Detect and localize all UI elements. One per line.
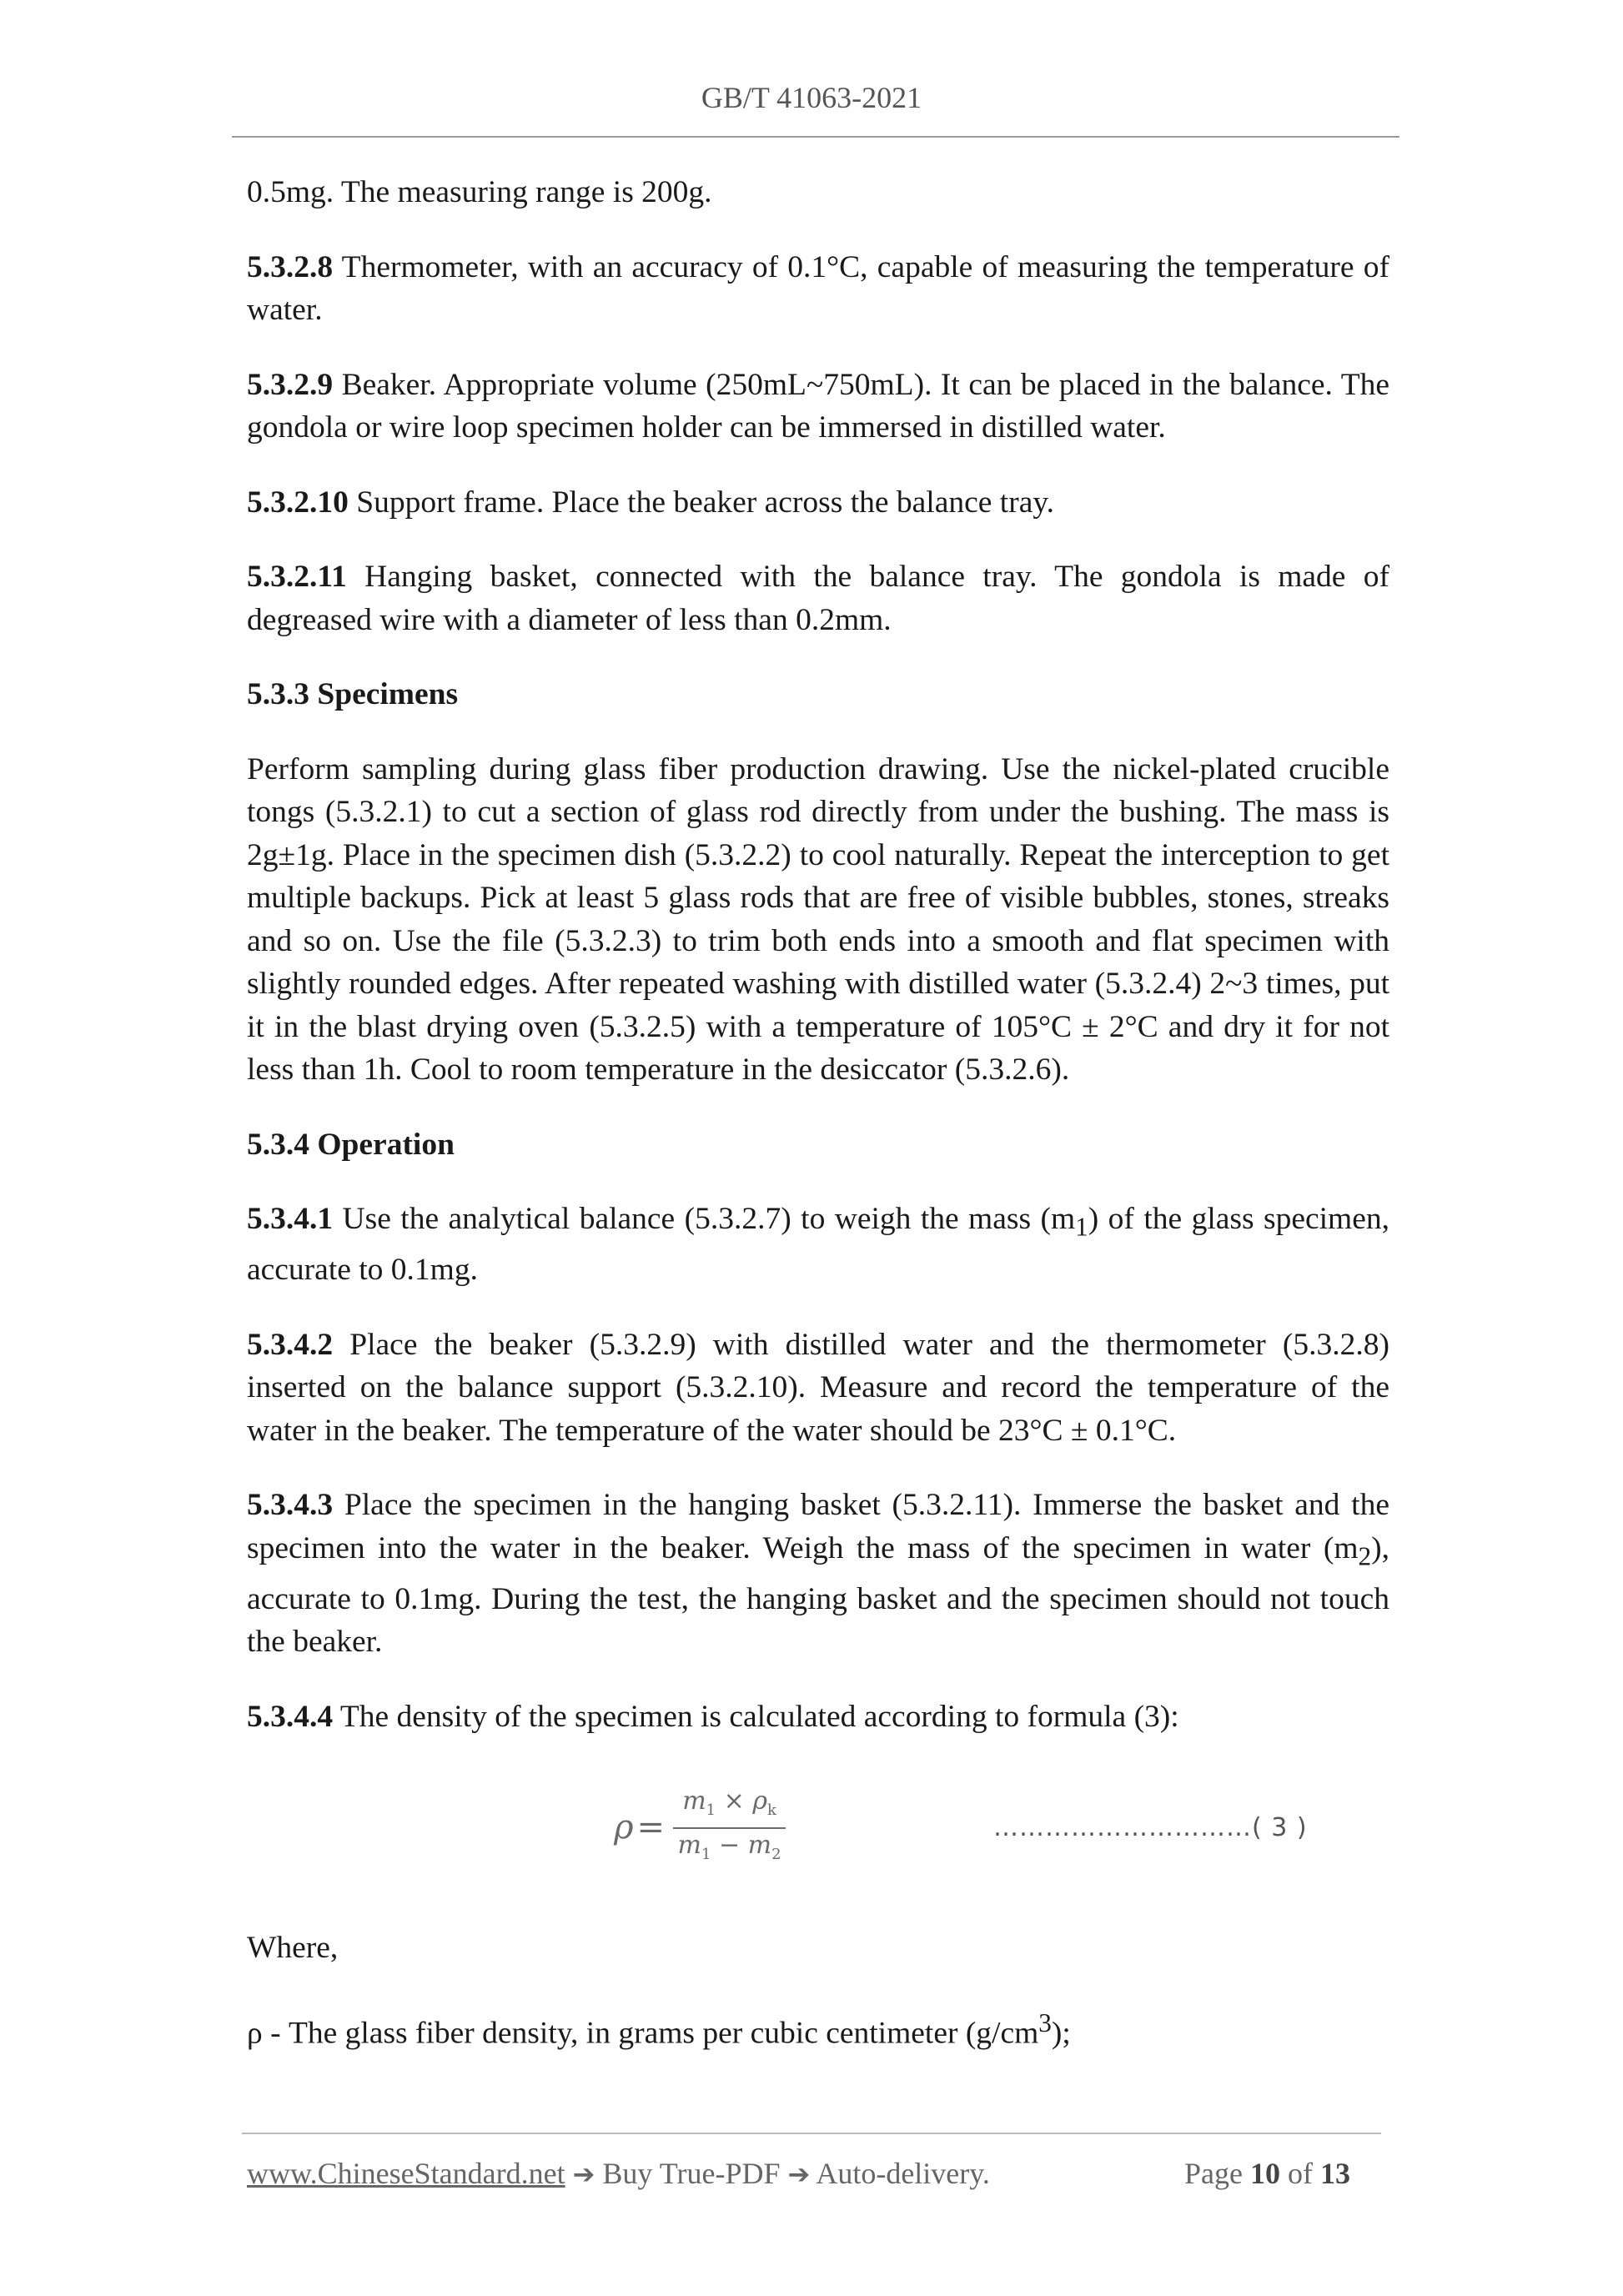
header-divider	[232, 136, 1399, 138]
clause-5-3-4-4	[247, 1696, 1389, 1739]
clause-5-3-2-8	[247, 246, 1389, 332]
clause-text: Hanging basket, connected with the balance tray. The gondola is made of degreased wire with a diameter of less than 0.2mm.	[247, 560, 1389, 637]
clause-5-3-2-11	[247, 555, 1389, 641]
clause-number: 5.3.4.4	[247, 1699, 334, 1734]
section-heading-operation: 5.3.4 Operation	[247, 1127, 455, 1162]
formula-fraction	[673, 1786, 786, 1870]
document-header	[0, 80, 1623, 115]
footer-promo	[247, 2156, 990, 2191]
clause-5-3-4-2	[247, 1324, 1389, 1453]
clause-number: 5.3.2.8	[247, 249, 334, 284]
formula-denominator	[678, 1831, 781, 1870]
definition-text: );	[1051, 2016, 1071, 2050]
clause-text: The density of the specimen is calculated according to formula (3):	[333, 1699, 1179, 1734]
footer-divider	[242, 2133, 1381, 2134]
formula-lhs: ρ	[614, 1808, 634, 1847]
page-current: 10	[1249, 2157, 1280, 2190]
where-label: Where,	[247, 1931, 339, 1965]
clause-text: Thermometer, with an accuracy of 0.1°C, capable of measuring the temperature of water.	[247, 249, 1389, 327]
clause-text: Use the analytical balance (5.3.2.7) to weigh the mass (m	[333, 1202, 1076, 1236]
var-m: m	[747, 1831, 772, 1860]
sub-k: k	[766, 1801, 776, 1819]
var-rho: ρ	[752, 1786, 767, 1816]
page-body	[247, 171, 1389, 2087]
clause-5-3-4-3	[247, 1484, 1389, 1664]
clause-number: 5.3.4.1	[247, 1202, 334, 1236]
clause-text: Beaker. Appropriate volume (250mL~750mL). It can be placed in the balance. The gondola or wire loop specimen holder can be immersed in distilled water.	[247, 367, 1389, 445]
fraction-bar	[673, 1827, 786, 1829]
buy-text: Buy True-PDF	[595, 2157, 788, 2190]
chinesestandard-link[interactable]: www.ChineseStandard.net	[247, 2157, 565, 2190]
var-m: m	[677, 1831, 701, 1860]
clause-5-3-2-9	[247, 364, 1389, 450]
clause-number: 5.3.2.9	[247, 367, 334, 402]
clause-number: 5.3.4.3	[247, 1488, 334, 1522]
superscript: 3	[1038, 2007, 1052, 2037]
subscript: 1	[1075, 1212, 1088, 1242]
formula-number: …………………………( 3 )	[993, 1813, 1308, 1842]
formula-numerator	[682, 1786, 776, 1826]
clause-text: Support frame. Place the beaker across the balance tray.	[348, 485, 1055, 520]
clause-text: Place the specimen in the hanging basket (5.3.2.11). Immerse the basket and the specimen into the water in the beaker. Weigh the mass of the specimen in water (m	[247, 1488, 1389, 1565]
var-m: m	[682, 1786, 706, 1816]
clause-number: 5.3.2.10	[247, 485, 349, 520]
rho-definition	[247, 2002, 1389, 2055]
clause-text: ), accurate to 0.1mg. During the test, the hanging basket and the specimen should not touch the beaker.	[247, 1530, 1389, 1659]
subscript: 2	[1358, 1541, 1372, 1570]
specimens-paragraph: Perform sampling during glass fiber production drawing. Use the nickel-plated crucible tongs (5.3.2.1) to cut a section of glass rod directly from under the bushing. The mass is 2g±1g. Place in the specimen dish (5.3.2.2) to cool naturally. Repeat the interception to get multiple backups. Pick at least 5 glass rods that are free of visible bubbles, stones, streaks and so on. Use the file (5.3.2.3) to trim both ends into a smooth and flat specimen with slightly rounded edges. After repeated washing with distilled water (5.3.2.4) 2~3 times, put it in the blast drying oven (5.3.2.5) with a temperature of 105°C ± 2°C and dry it for not less than 1h. Cool to room temperature in the desiccator (5.3.2.6).	[247, 751, 1389, 1087]
arrow-right-icon: ➔	[787, 2158, 811, 2190]
times-sign: ×	[716, 1786, 753, 1816]
page-total: 13	[1319, 2157, 1350, 2190]
clause-number: 5.3.4.2	[247, 1327, 334, 1362]
definition-text: ρ - The glass fiber density, in grams per cubic centimeter (g/cm	[247, 2016, 1039, 2050]
sub-1: 1	[706, 1801, 716, 1819]
density-formula	[247, 1770, 1389, 1895]
clause-text: Place the beaker (5.3.2.9) with distilled water and the thermometer (5.3.2.8) inserted on the balance support (5.3.2.10). Measure and record the temperature of the water in the beaker. The temperature of the water should be 23°C ± 0.1°C.	[247, 1327, 1389, 1448]
sub-2: 2	[771, 1846, 781, 1863]
paragraph-continuation: 0.5mg. The measuring range is 200g.	[247, 175, 712, 209]
clause-text: ) of the glass specimen, accurate to 0.1mg.	[247, 1202, 1389, 1287]
page-of: of	[1279, 2157, 1320, 2190]
minus-sign: −	[711, 1831, 748, 1860]
clause-5-3-4-1	[247, 1198, 1389, 1292]
clause-5-3-2-10	[247, 481, 1389, 525]
standard-code: GB/T 41063-2021	[701, 81, 922, 114]
clause-number: 5.3.2.11	[247, 560, 347, 594]
formula-expression	[614, 1786, 786, 1870]
arrow-right-icon: ➔	[572, 2158, 595, 2190]
sub-1: 1	[701, 1846, 711, 1863]
delivery-text: Auto-delivery.	[810, 2157, 990, 2190]
formula-equals: =	[636, 1808, 666, 1847]
section-heading-specimens: 5.3.3 Specimens	[247, 677, 459, 711]
page-indicator	[1184, 2156, 1350, 2191]
page-label: Page	[1184, 2157, 1250, 2190]
